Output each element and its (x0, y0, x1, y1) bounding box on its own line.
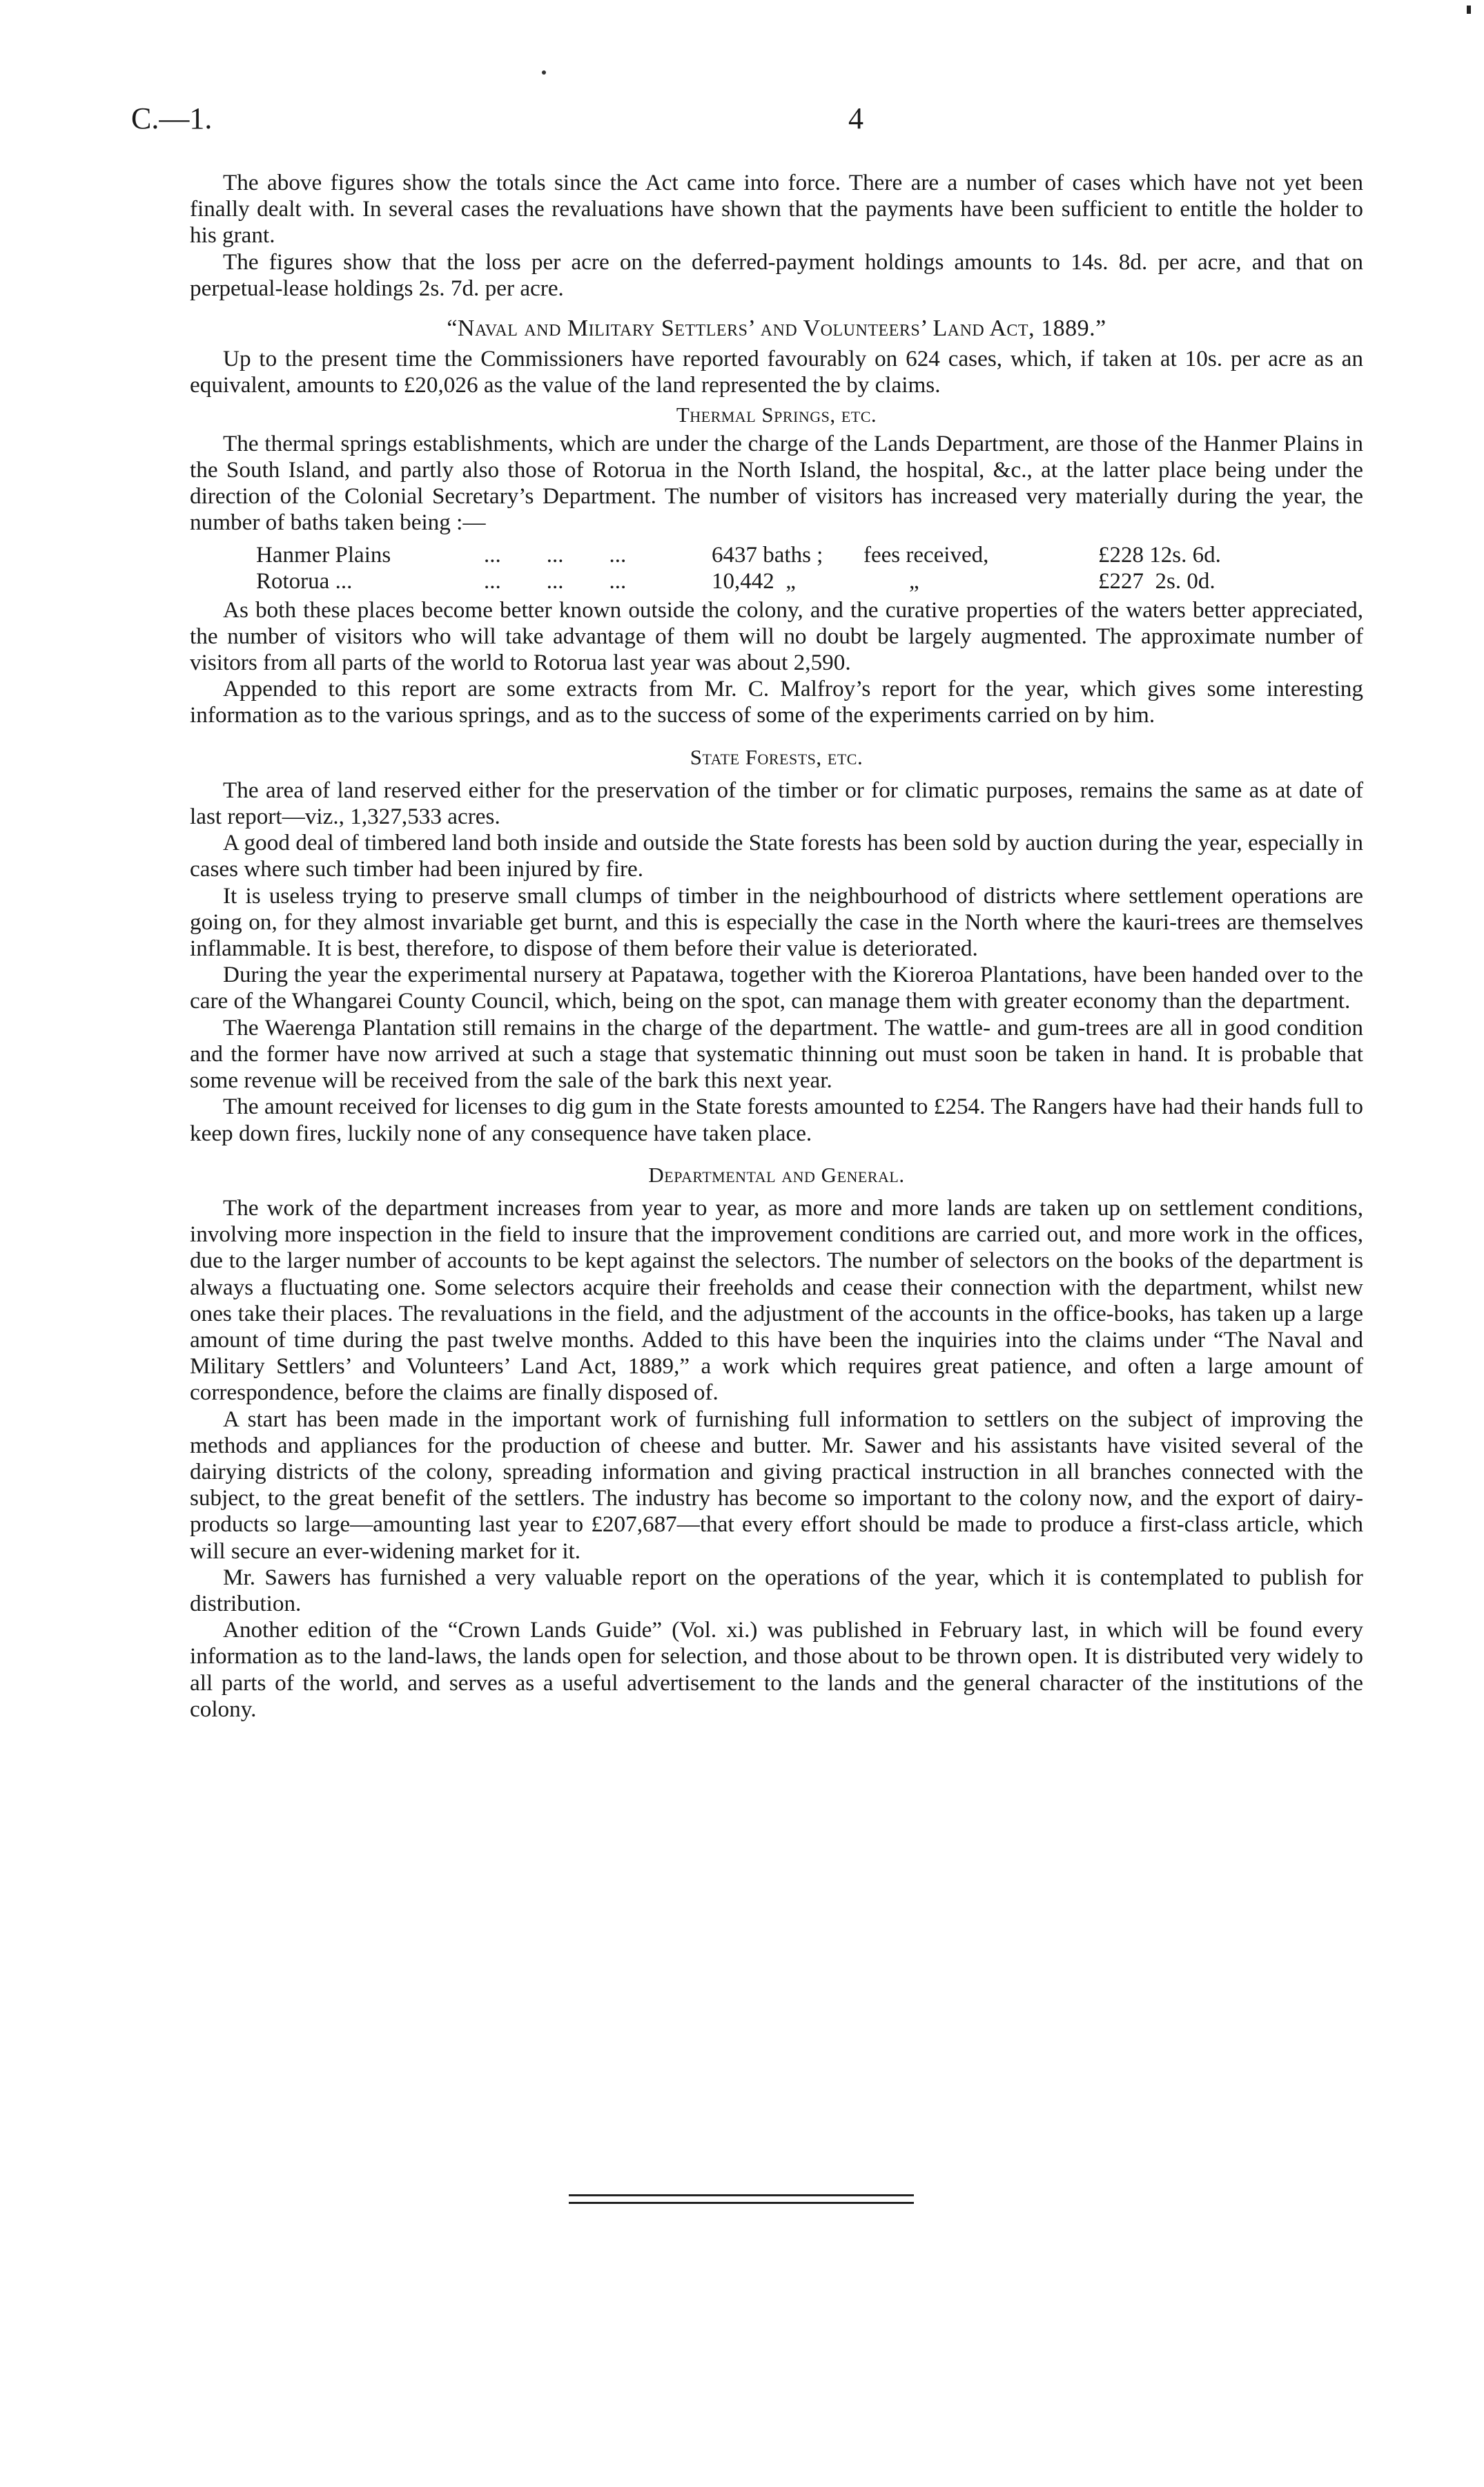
fees-amount: £227 2s. 0d. (1098, 568, 1215, 594)
baths-table (256, 542, 1221, 594)
paragraph: Another edition of the “Crown Lands Guide” (Vol. xi.) was published in February last, in which will be found every information as to the land-laws, the lands open for selection, and those about to be thrown open. It is distributed very widely to all parts of the world, and serves as a useful advertisement to the lands and the general character of the institutions of the colony. (190, 1617, 1363, 1722)
paragraph: Mr. Sawers has furnished a very valuable report on the operations of the year, which it is contemplated to publish for distribution. (190, 1564, 1363, 1616)
baths-place: Hanmer Plains (256, 542, 391, 568)
section-heading-naval-act: “Naval and Military Settlers’ and Volunteers’ Land Act, 1889.” (447, 316, 1106, 342)
paragraph: It is useless trying to preserve small clumps of timber in the neighbourhood of districts where settlement operations are going on, for they almost invariable get burnt, and this is especially the case in the North where the kauri-trees are themselves inflammable. It is best, therefore, to dispose of them before their value is deteriorated. (190, 882, 1363, 962)
paragraph: The work of the department increases from year to year, as more and more lands are taken up on settlement conditions, involving more inspection in the field to insure that the improvement conditions are carried out, and more work in the offices, due to the larger number of accounts to be kept against the selectors. The number of selectors on the books of the department is always a fluctuating one. Some selectors acquire their freeholds and cease their connection with the department, whilst new ones take their places. The revaluations in the field, and the adjustment of the accounts in the office-books, has taken up a large amount of time during the past twelve months. Added to this have been the inquiries into the claims under “The Naval and Military Settlers’ and Volunteers’ Land Act, 1889,” a work which requires great patience, and often a large amount of correspondence, before the claims are finally disposed of. (190, 1194, 1363, 1406)
section-heading-departmental: Departmental and General. (648, 1162, 905, 1187)
page-body (190, 170, 1363, 1723)
paragraph: Appended to this report are some extracts from Mr. C. Malfroy’s report for the year, which gives some interesting information as to the various springs, and as to the success of some of the experiments carried on by him. (190, 676, 1363, 728)
page-number: 4 (848, 101, 863, 135)
baths-count: 6437 baths ; (712, 542, 823, 568)
document-reference: C.—1. (131, 101, 213, 135)
paragraph: The thermal springs establishments, which are under the charge of the Lands Department, are those of the Hanmer Plains in the South Island, and partly also those of Rotorua in the North Island, the hospital, &c., at the latter place being under the direction of the Colonial Secretary’s Department. The number of visitors has increased very materially during the year, the number of baths taken being :— (190, 430, 1363, 536)
paragraph: The amount received for licenses to dig gum in the State forests amounted to £254. The Rangers have had their hands full to keep down fires, luckily none of any consequence have taken place. (190, 1094, 1363, 1146)
fees-amount: £228 12s. 6d. (1098, 542, 1221, 568)
corner-mark (1467, 6, 1471, 14)
closing-rule (569, 2202, 914, 2204)
paragraph: The area of land reserved either for the preservation of the timber or for climatic purposes, remains the same as at date of last report—viz., 1,327,533 acres. (190, 777, 1363, 830)
paragraph: During the year the experimental nursery at Papatawa, together with the Kioreroa Plantations, have been handed over to the care of the Whangarei County Council, which, being on the spot, can manage them with greater economy than the department. (190, 962, 1363, 1014)
scan-dot (542, 70, 546, 75)
table-row (256, 568, 1221, 594)
paragraph: The above figures show the totals since the Act came into force. There are a number of cases which have not yet been finally dealt with. In several cases the revaluations have shown that the payments have been sufficient to entitle the holder to his grant. (190, 170, 1363, 249)
baths-count: 10,442 „ (712, 568, 796, 594)
leader-dots: ... ... ... (484, 542, 627, 568)
page-header (131, 101, 1353, 142)
paragraph: The Waerenga Plantation still remains in the charge of the department. The wattle- and gum-trees are all in good condition and the former have now arrived at such a stage that systematic thinning out must soon be taken in hand. It is probable that some revenue will be received from the sale of the bark this next year. (190, 1014, 1363, 1094)
table-row (256, 542, 1221, 568)
paragraph: A start has been made in the important work of furnishing full information to settlers on the subject of improving the methods and appliances for the production of cheese and butter. Mr. Sawer and his assistants have visited several of the dairying districts of the colony, spreading information and giving practical instruction in all branches connected with the subject, to the great benefit of the settlers. The industry has become so important to the colony now, and the export of dairy-products so large—amounting last year to £207,687—that every effort should be made to produce a first-class article, which will secure an ever-widening market for it. (190, 1406, 1363, 1564)
closing-rule (569, 2194, 914, 2196)
fees-label: „ (863, 568, 919, 594)
paragraph: As both these places become better known outside the colony, and the curative properties of the waters better appreciated, the number of visitors who will take advantage of them will no doubt be largely augmented. The approximate number of visitors from all parts of the world to Rotorua last year was about 2,590. (190, 597, 1363, 676)
section-heading-state-forests: State Forests, etc. (690, 744, 863, 769)
leader-dots: ... ... ... (484, 568, 627, 594)
paragraph: A good deal of timbered land both inside and outside the State forests has been sold by auction during the year, especially in cases where such timber had been injured by fire. (190, 830, 1363, 882)
baths-place: Rotorua ... (256, 568, 353, 594)
paragraph: Up to the present time the Commissioners have reported favourably on 624 cases, which, if taken at 10s. per acre as an equivalent, amounts to £20,026 as the value of the land represented the by claims. (190, 346, 1363, 398)
paragraph: The figures show that the loss per acre on the deferred-payment holdings amounts to 14s. 8d. per acre, and that on perpetual-lease holdings 2s. 7d. per acre. (190, 249, 1363, 301)
fees-label: fees received, (863, 542, 989, 568)
section-heading-thermal-springs: Thermal Springs, etc. (676, 402, 877, 427)
